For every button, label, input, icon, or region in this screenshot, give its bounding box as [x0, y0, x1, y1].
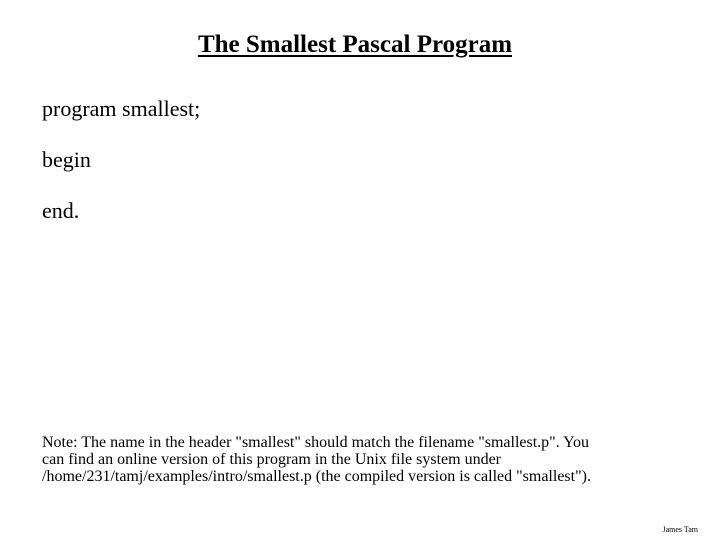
- code-line-end: end.: [42, 198, 80, 223]
- code-block: [42, 96, 200, 249]
- slide-title: The Smallest Pascal Program: [197, 31, 513, 58]
- note-paragraph: [42, 434, 682, 485]
- code-line-begin: begin: [42, 147, 91, 172]
- note-line-3: /home/231/tamj/examples/intro/smallest.p (the compiled version is called "smallest").: [42, 468, 591, 485]
- code-line-program: program smallest;: [42, 96, 201, 121]
- note-line-2: can find an online version of this program in the Unix file system under: [42, 451, 502, 468]
- author-footer: James Tam: [662, 525, 698, 534]
- note-line-1: Note: The name in the header "smallest" should match the filename "smallest.p". You: [42, 434, 590, 451]
